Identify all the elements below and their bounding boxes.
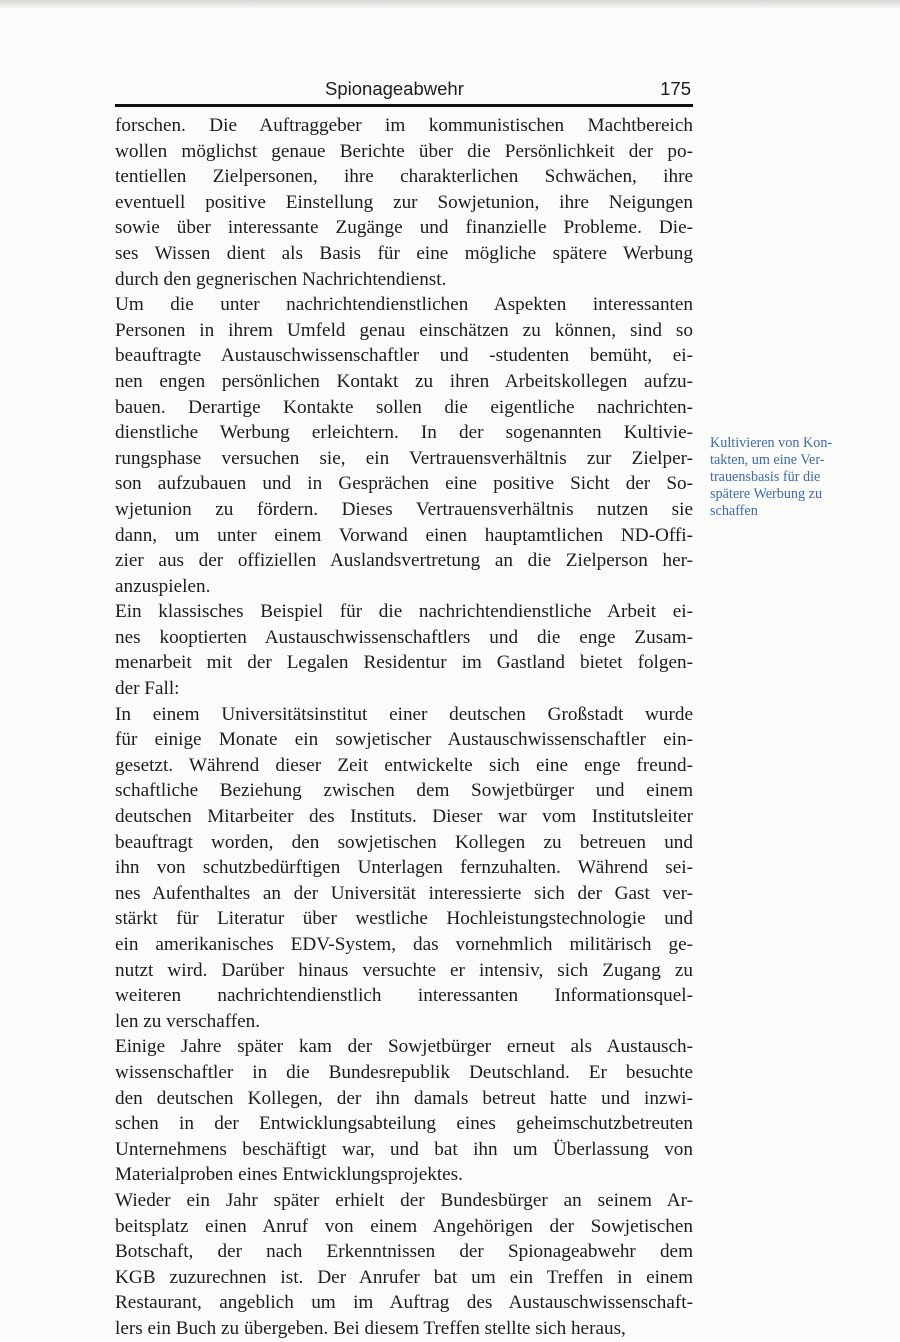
text-line: Unternehmens beschäftigt war, und bat ihn um Überlassung von — [115, 1138, 693, 1160]
text-line: bauen. Derartige Kontakte sollen die eigentliche nachrichten- — [115, 396, 693, 418]
text-line: forschen. Die Auftraggeber im kommunistischen Machtbereich — [115, 115, 693, 136]
margin-note-line: Kultivieren von Kon- — [710, 435, 833, 451]
text-line: gesetzt. Während dieser Zeit entwickelte sich eine enge freund- — [115, 754, 693, 776]
text-line: nutzt wird. Darüber hinaus versuchte er intensiv, sich Zugang zu — [115, 959, 693, 981]
margin-note-line: trauensbasis für die — [710, 469, 821, 485]
text-line: ihn von schutzbedürftigen Unterlagen fernzuhalten. Während sei- — [115, 857, 693, 879]
text-line: Ein klassisches Beispiel für die nachrichtendienstliche Arbeit ei- — [115, 601, 693, 623]
text-line: nen engen persönlichen Kontakt zu ihren Arbeitskollegen aufzu- — [115, 370, 693, 392]
text-line: Wieder ein Jahr später erhielt der Bundesbürger an seinem Ar- — [115, 1189, 693, 1211]
text-line: rungsphase versuchen sie, ein Vertrauensverhältnis zur Zielper- — [115, 447, 693, 469]
text-line: nes kooptierten Austauschwissenschaftlers und die enge Zusam- — [115, 626, 693, 648]
text-line: Um die unter nachrichtendienstlichen Aspekten interessanten — [115, 294, 693, 316]
margin-note-line: schaffen — [710, 503, 758, 519]
text-line: eventuell positive Einstellung zur Sowjetunion, ihre Neigungen — [115, 191, 693, 213]
text-line: Materialproben eines Entwicklungsprojektes. — [115, 1164, 463, 1186]
text-line: Personen in ihrem Umfeld genau einschätzen zu können, sind so — [115, 319, 693, 341]
text-line: wissenschaftler in die Bundesrepublik Deutschland. Er besuchte — [115, 1061, 693, 1083]
text-line: der Fall: — [115, 678, 180, 700]
text-line: schaftliche Beziehung zwischen dem Sowjetbürger und einem — [115, 780, 693, 802]
text-line: schen in der Entwicklungsabteilung eines geheimschutzbetreuten — [115, 1113, 693, 1135]
text-line: sowie über interessante Zugänge und finanzielle Probleme. Die- — [115, 217, 693, 239]
text-line: wollen möglichst genaue Berichte über die Persönlichkeit der po- — [115, 140, 693, 162]
text-line: menarbeit mit der Legalen Residentur im Gastland bietet folgen- — [115, 652, 693, 674]
running-header-title: Spionageabwehr — [325, 78, 464, 99]
text-line: dann, um unter einem Vorwand einen hauptamtlichen ND-Offi- — [115, 524, 693, 546]
text-line: KGB zuzurechnen ist. Der Anrufer bat um ein Treffen in einem — [115, 1266, 693, 1288]
text-line: tentiellen Zielpersonen, ihre charakterlichen Schwächen, ihre — [115, 166, 693, 188]
page-number: 175 — [660, 78, 691, 99]
text-line: In einem Universitätsinstitut einer deutschen Großstadt wurde — [115, 703, 693, 725]
text-line: len zu verschaffen. — [115, 1010, 261, 1032]
text-line: Restaurant, angeblich um im Auftrag des Austauschwissenschaft- — [115, 1292, 693, 1314]
text-line: dienstliche Werbung erleichtern. In der sogenannten Kultivie- — [115, 422, 693, 444]
text-line: lers ein Buch zu übergeben. Bei diesem Treffen stellte sich heraus, — [115, 1317, 626, 1339]
margin-note-line: takten, um eine Ver- — [710, 452, 825, 468]
text-line: ein amerikanisches EDV-System, das vornehmlich militärisch ge- — [115, 934, 693, 955]
text-line: nes Aufenthaltes an der Universität interessierte sich der Gast ver- — [115, 882, 693, 904]
text-line: zier aus der offiziellen Auslandsvertretung an die Zielperson her- — [115, 550, 693, 572]
text-line: weiteren nachrichtendienstlich interessanten Informationsquel- — [115, 985, 693, 1007]
text-line: wjetunion zu fördern. Dieses Vertrauensverhältnis nutzen sie — [115, 498, 693, 520]
margin-note-line: spätere Werbung zu — [710, 486, 823, 502]
text-line: ses Wissen dient als Basis für eine mögliche spätere Werbung — [115, 242, 693, 264]
text-line: Botschaft, der nach Erkenntnissen der Spionageabwehr dem — [115, 1241, 693, 1263]
text-line: beitsplatz einen Anruf von einem Angehörigen der Sowjetischen — [115, 1215, 693, 1237]
text-line: son aufzubauen und in Gesprächen eine positive Sicht der So- — [115, 473, 693, 495]
margin-note — [710, 435, 880, 520]
text-line: Einige Jahre später kam der Sowjetbürger erneut als Austausch- — [115, 1036, 693, 1058]
running-header — [115, 76, 693, 104]
text-line: beauftragt worden, den sowjetischen Kollegen zu betreuen und — [115, 831, 693, 853]
text-line: anzuspielen. — [115, 575, 211, 597]
text-line: den deutschen Kollegen, der ihn damals betreut hatte und inzwi- — [115, 1087, 693, 1109]
text-line: durch den gegnerischen Nachrichtendienst. — [115, 268, 447, 290]
text-line: deutschen Mitarbeiter des Instituts. Dieser war vom Institutsleiter — [115, 806, 693, 828]
body-text — [115, 113, 693, 1342]
text-line: für einige Monate ein sowjetischer Austauschwissenschaftler ein- — [115, 729, 693, 751]
page-top-edge — [0, 0, 900, 9]
header-rule — [115, 104, 693, 107]
text-line: stärkt für Literatur über westliche Hochleistungstechnologie und — [115, 908, 693, 930]
text-line: beauftragte Austauschwissenschaftler und -studenten bemüht, ei- — [115, 345, 693, 367]
